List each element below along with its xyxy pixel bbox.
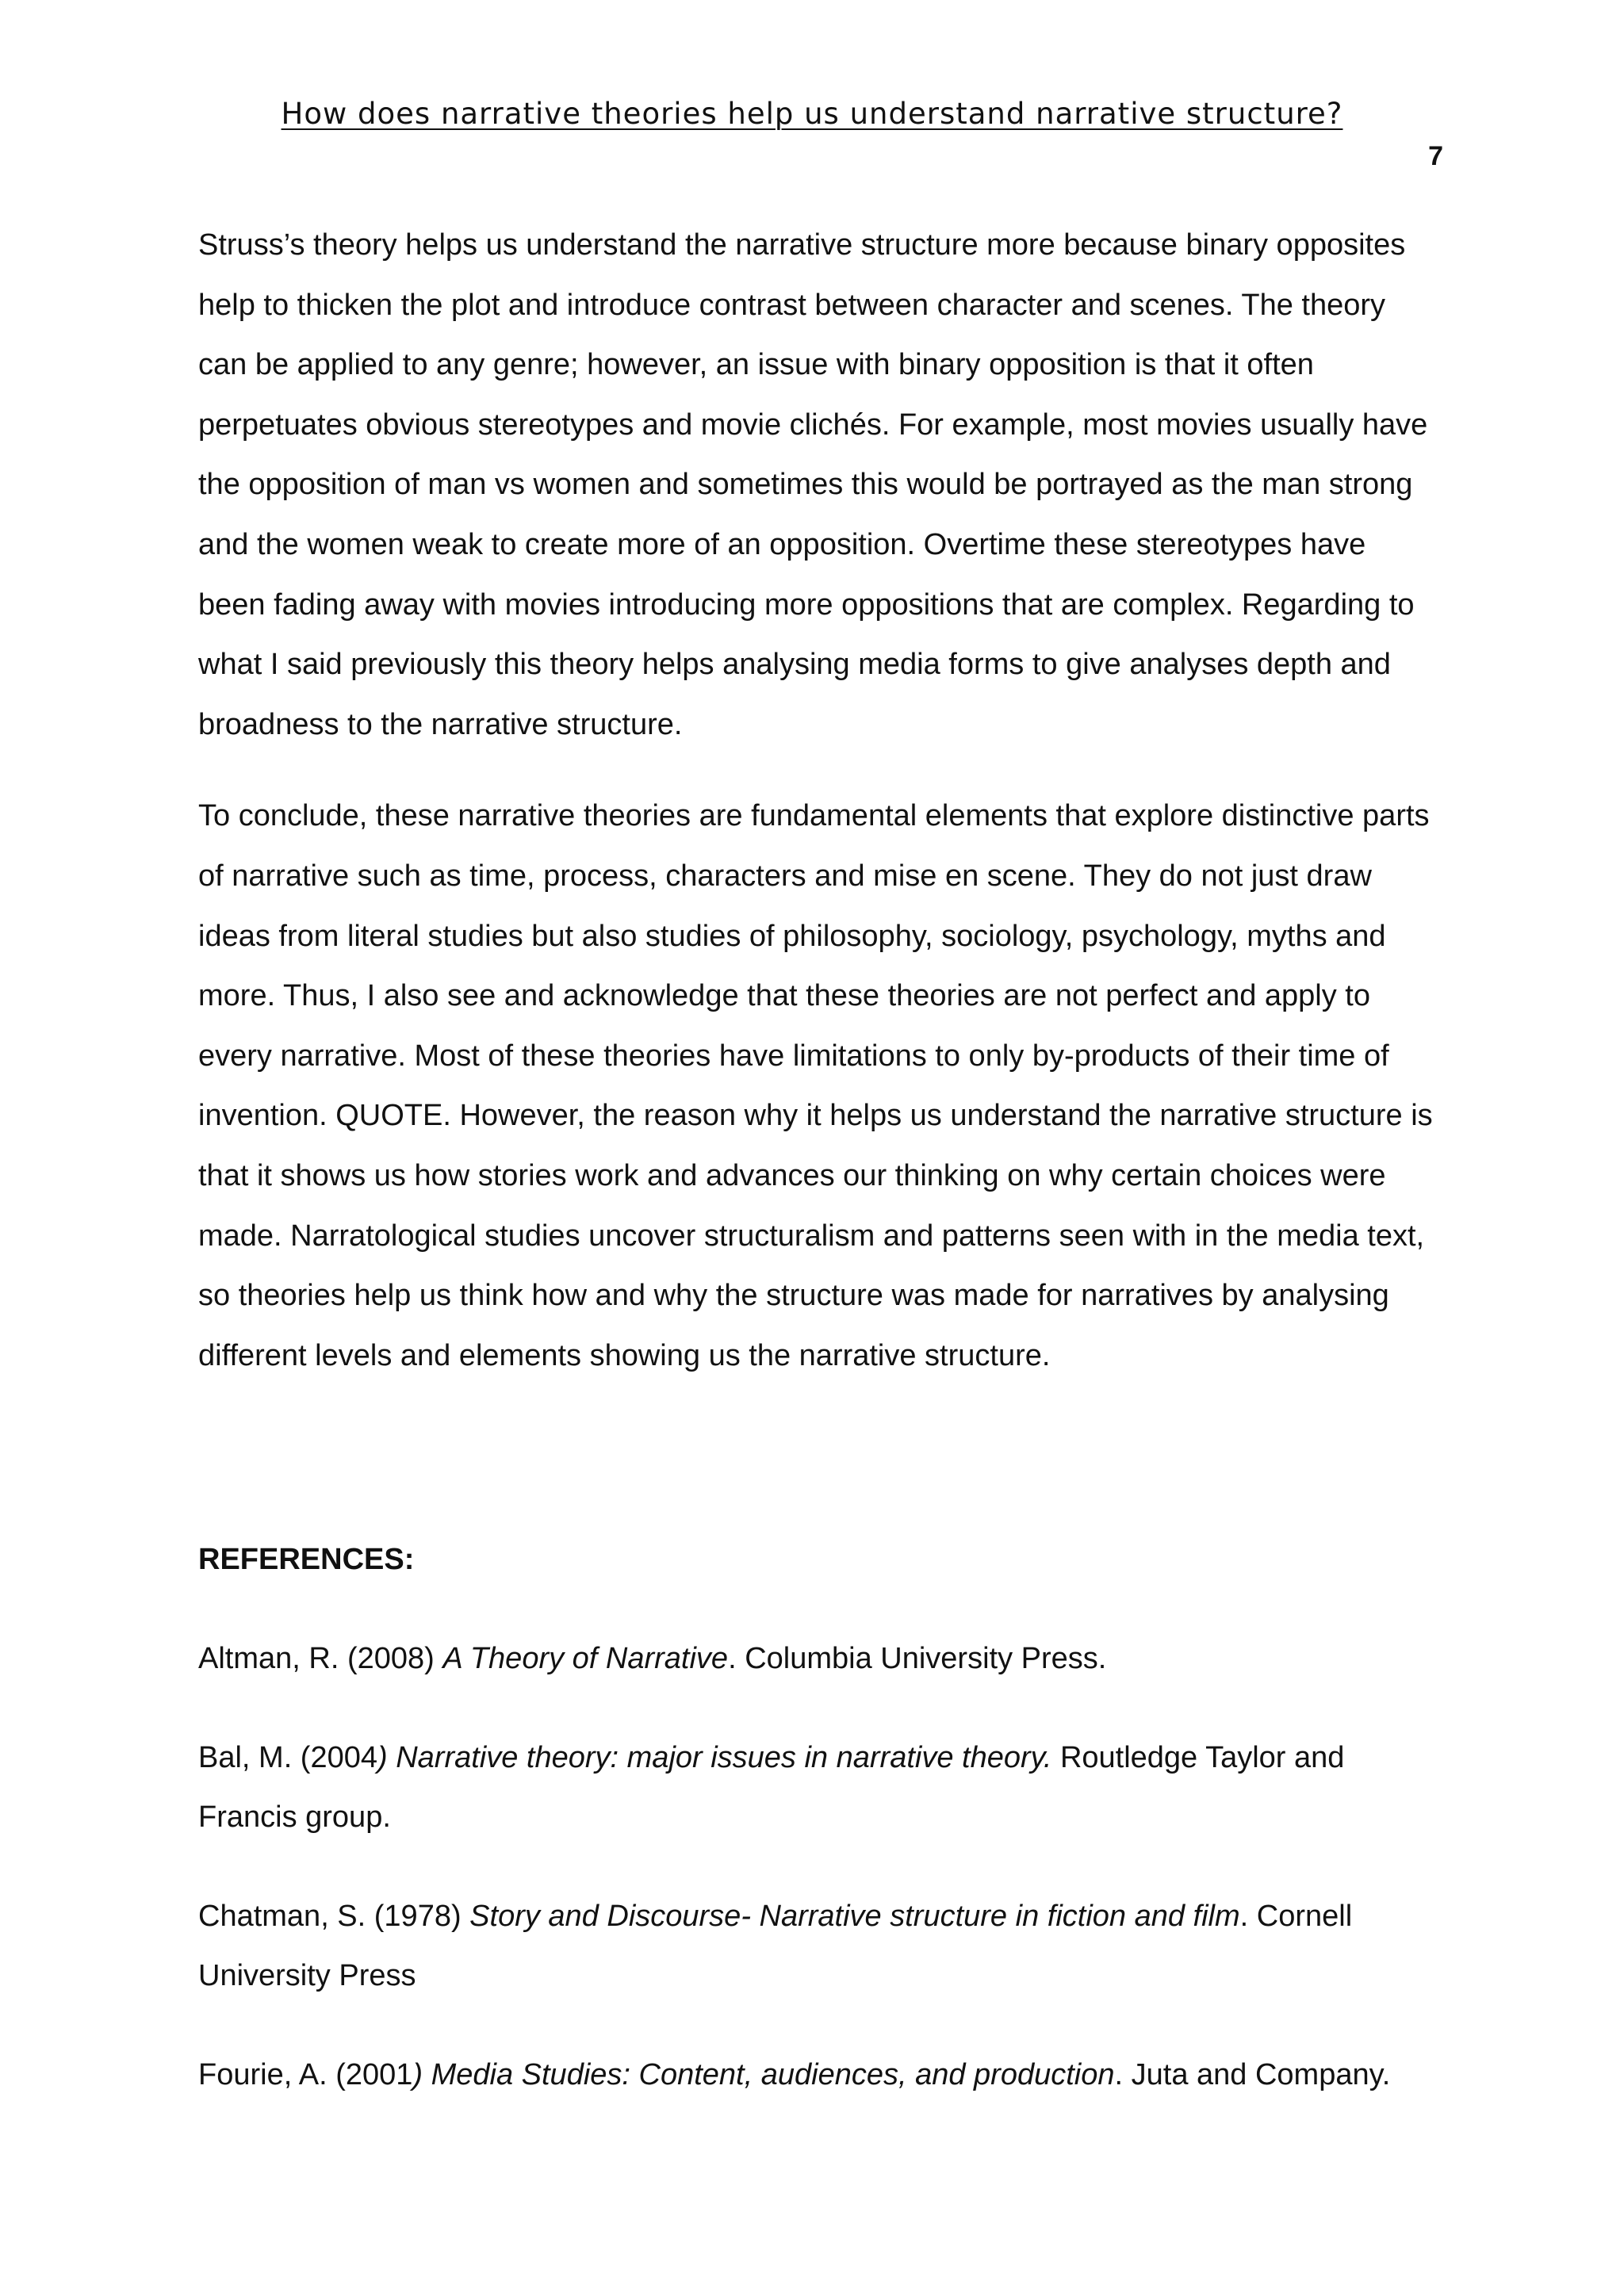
paragraph-binary-opposition: Struss’s theory helps us understand the narrative structure more because binary opposites help to thicken the plot and introduce contrast between character and scenes. The theory can be applied to any genre; however, an issue with binary opposition is that it often perpetuates obvious stereotypes and movie clichés. For example, most movies usually have the opposition of man vs women and sometimes this would be portrayed as the man strong and the women weak to create more of an opposition. Overtime these stereotypes have been fading away with movies introducing more oppositions that are complex. Regarding to what I said previously this theory helps analysing media forms to give analyses depth and broadness to the narrative structure.	[198, 228, 1428, 741]
reference-publisher: . Juta and Company.	[1114, 2058, 1391, 2091]
paragraph-conclusion: To conclude, these narrative theories are fundamental elements that explore distinctive parts of narrative such as time, process, characters and mise en scene. They do not just draw ideas from literal studies but also studies of philosophy, sociology, psychology, myths and more. Thus, I also see and acknowledge that these theories are not perfect and apply to every narrative. Most of these theories have limitations to only by-products of their time of invention. QUOTE. However, the reason why it helps us understand the narrative structure is that it shows us how stories work and advances our thinking on why certain choices were made. Narratological studies uncover structuralism and patterns seen with in the media text, so theories help us think how and why the structure was made for narratives by analysing different levels and elements showing us the narrative structure.	[198, 799, 1433, 1372]
reference-author: Fourie, A. (2001	[198, 2058, 413, 2091]
reference-publisher: . Columbia University Press.	[728, 1642, 1107, 1675]
reference-item-fourie	[198, 2045, 1435, 2105]
reference-author: Altman, R. (2008)	[198, 1642, 443, 1675]
reference-item-bal	[198, 1728, 1435, 1847]
references-heading: REFERENCES:	[198, 1543, 415, 1576]
reference-author: Chatman, S. (1978)	[198, 1900, 470, 1933]
reference-author: Bal, M. (2004	[198, 1741, 377, 1774]
reference-title: ) Narrative theory: major issues in narrative theory.	[377, 1741, 1052, 1774]
reference-item-altman	[198, 1629, 1435, 1689]
page-header-title: How does narrative theories help us understand narrative structure?	[281, 97, 1343, 131]
reference-publisher: . Cornell University Press	[198, 1900, 1353, 1992]
reference-item-chatman	[198, 1887, 1435, 2006]
document-body	[198, 216, 1435, 1418]
page-number: 7	[1428, 141, 1443, 171]
reference-publisher: Routledge Taylor and Francis group.	[198, 1741, 1345, 1834]
reference-title: ) Media Studies: Content, audiences, and production	[412, 2058, 1115, 2091]
references-section	[198, 1530, 1435, 2145]
reference-title: Story and Discourse- Narrative structure in fiction and film	[469, 1900, 1240, 1933]
reference-title: A Theory of Narrative	[442, 1642, 729, 1675]
